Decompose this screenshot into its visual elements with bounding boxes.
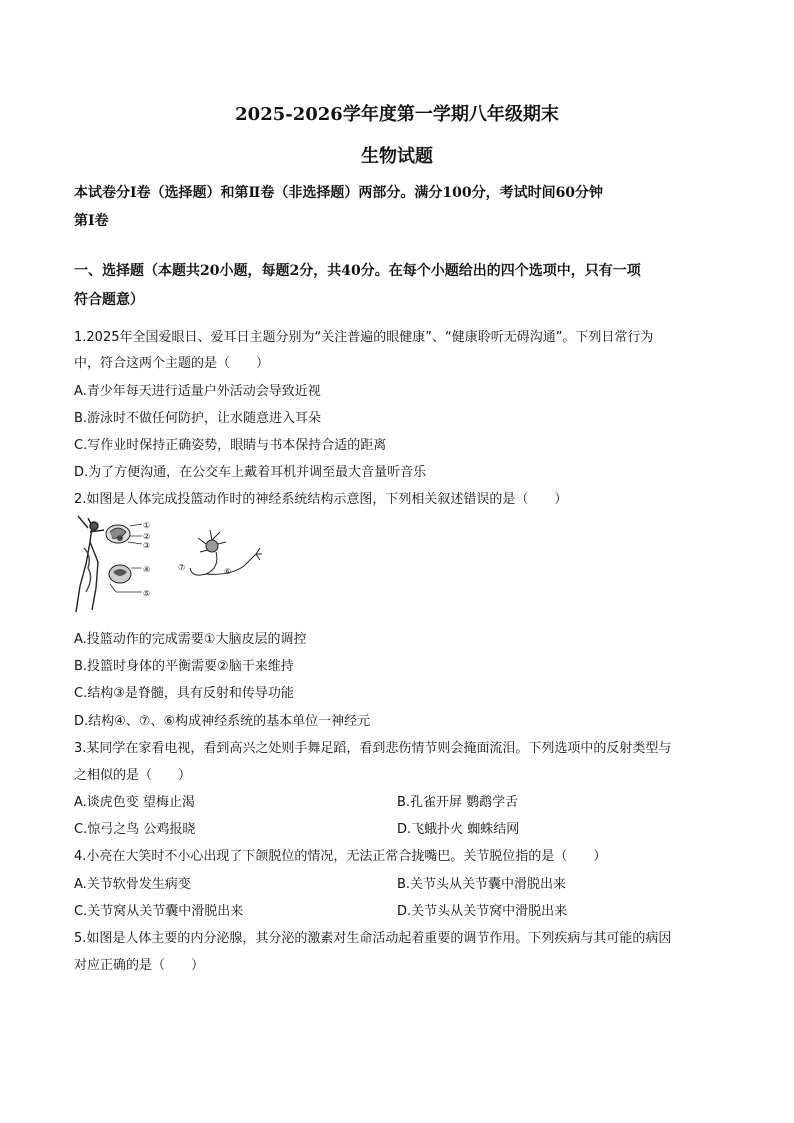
exam-title: 2025-2026学年度第一学期八年级期末: [235, 104, 559, 125]
exam-subtitle: 生物试题: [361, 146, 433, 167]
q1-option-b: B.游泳时不做任何防护，让水随意进入耳朵: [74, 411, 322, 426]
q1-stem-cont: 中，符合这两个主题的是（ ）: [74, 356, 270, 371]
q3-option-d: D.飞蛾扑火 蜘蛛结网: [397, 822, 520, 837]
q2-option-c: C.结构③是脊髓，具有反射和传导功能: [74, 686, 294, 701]
q4-option-b: B.关节头从关节囊中滑脱出来: [397, 877, 567, 892]
q3-stem-cont: 之相似的是（ ）: [74, 768, 192, 783]
q4-option-a: A.关节软骨发生病变: [74, 877, 191, 892]
q2-stem: 2.如图是人体完成投篮动作时的神经系统结构示意图，下列相关叙述错误的是（ ）: [74, 492, 568, 507]
q3-option-b: B.孔雀开屏 鹦鹉学舌: [397, 795, 519, 810]
q1-option-a: A.青少年每天进行适量户外活动会导致近视: [74, 384, 321, 399]
fig-label-7: ⑦: [178, 563, 186, 572]
part-label: 第Ⅰ卷: [74, 213, 109, 229]
q5-stem-cont: 对应正确的是（ ）: [74, 958, 205, 973]
q2-option-b: B.投篮时身体的平衡需要②脑干来维持: [74, 659, 294, 674]
fig-label-6: ⑥: [224, 567, 232, 576]
fig-label-3: ③: [143, 541, 151, 550]
fig-label-2: ②: [143, 532, 151, 541]
q3-option-a: A.谈虎色变 望梅止渴: [74, 795, 195, 810]
section-heading: 一、选择题（本题共20小题，每题2分，共40分。在每个小题给出的四个选项中，只有一项: [74, 263, 641, 279]
q5-stem: 5.如图是人体主要的内分泌腺，其分泌的激素对生命活动起着重要的调节作用。下列疾病与其可能的病因: [74, 931, 672, 946]
q3-stem: 3.某同学在家看电视，看到高兴之处则手舞足蹈，看到悲伤情节则会掩面流泪。下列选项中的反射类型与: [74, 741, 672, 756]
fig-label-4: ④: [143, 565, 151, 574]
q2-option-a: A.投篮动作的完成需要①大脑皮层的调控: [74, 632, 307, 647]
fig-label-1: ①: [143, 521, 151, 530]
q4-option-c: C.关节窝从关节囊中滑脱出来: [74, 904, 244, 919]
section-heading-cont: 符合题意）: [74, 292, 144, 308]
q1-option-d: D.为了方便沟通，在公交车上戴着耳机并调至最大音量听音乐: [74, 465, 427, 480]
q1-stem: 1.2025年全国爱眼日、爱耳日主题分别为“关注普遍的眼健康”、“健康聆听无碍沟通”。下列日常行为: [74, 330, 654, 345]
q4-option-d: D.关节头从关节窝中滑脱出来: [397, 904, 568, 919]
q1-option-c: C.写作业时保持正确姿势，眼睛与书本保持合适的距离: [74, 438, 387, 453]
nervous-system-figure: [70, 512, 270, 622]
q2-option-d: D.结构④、⑦、⑥构成神经系统的基本单位一神经元: [74, 714, 371, 729]
q4-stem: 4.小亮在大笑时不小心出现了下颌脱位的情况，无法正常合拢嘴巴。关节脱位指的是（ ）: [74, 849, 607, 864]
fig-label-5: ⑤: [143, 589, 151, 598]
q3-option-c: C.惊弓之鸟 公鸡报晓: [74, 822, 196, 837]
exam-intro: 本试卷分Ⅰ卷（选择题）和第Ⅱ卷（非选择题）两部分。满分100分，考试时间60分钟: [74, 185, 604, 201]
